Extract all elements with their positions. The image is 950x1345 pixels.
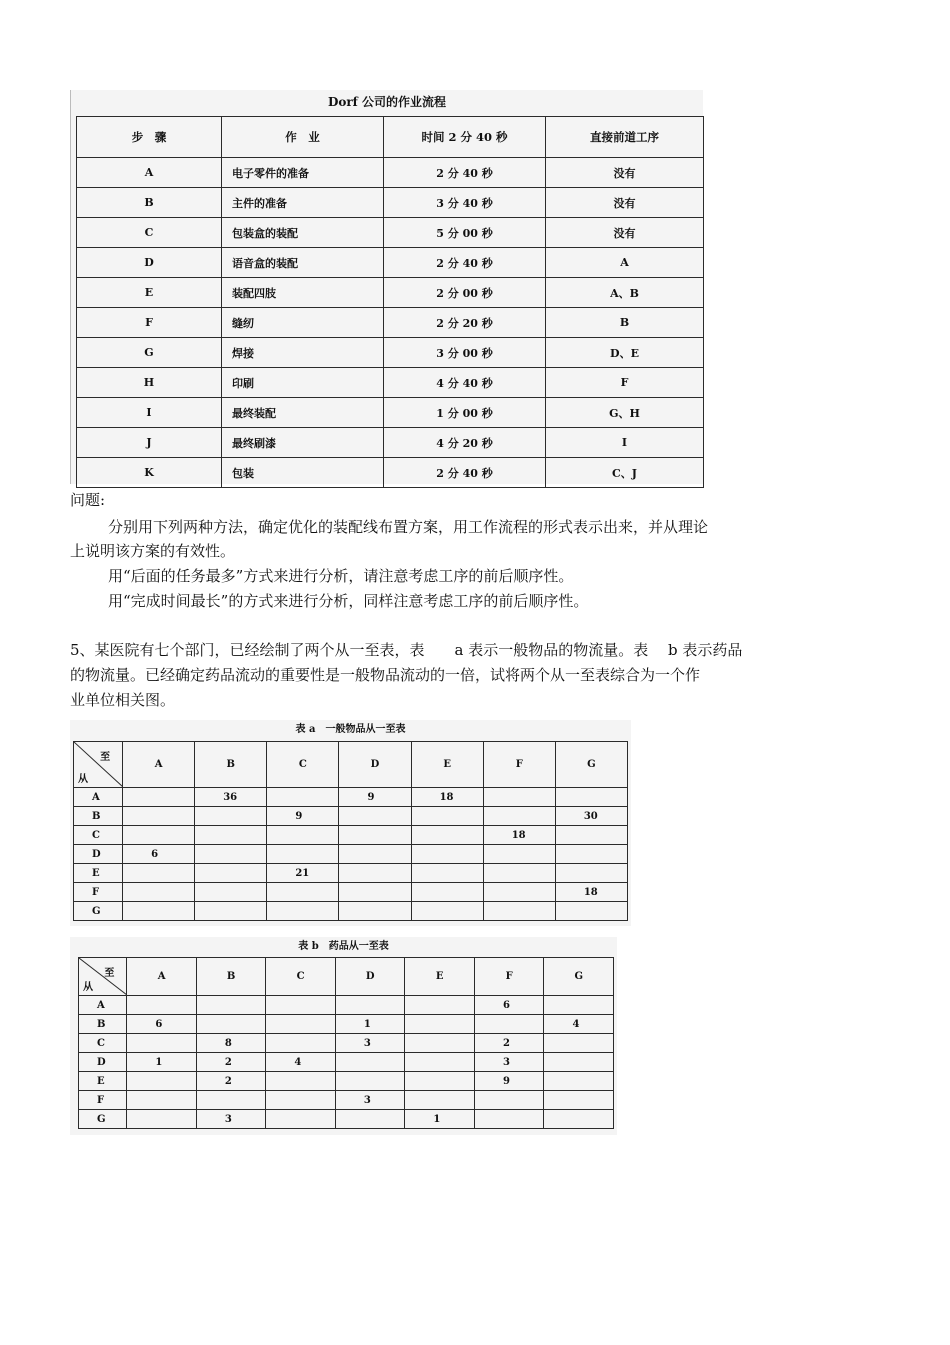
column-header: B [196,958,266,996]
operation-cell: 包装 [222,458,384,488]
flow-cell: 3 [474,1053,544,1072]
row-header: D [74,845,123,864]
table-b-title: 表 b 药品从一至表 [298,941,389,952]
flow-cell [544,996,614,1015]
flow-cell [555,826,627,845]
column-header-row [79,958,614,996]
flow-cell [266,1110,336,1129]
row-header: C [74,826,123,845]
predecessor-cell: B [546,308,704,338]
flow-cell [196,996,266,1015]
flow-cell [335,996,405,1015]
operation-cell: 最终装配 [222,398,384,428]
flow-cell [411,902,483,921]
method-longest-time: 用“完成时间最长”的方式来进行分析，同样注意考虑工序的前后顺序性。 [108,592,589,610]
dorf-table-grid [76,116,704,488]
flow-cell [411,826,483,845]
column-header: C [266,958,336,996]
header-operation: 作 业 [222,117,384,158]
table-b-grid [78,957,614,1129]
row-header: D [79,1053,127,1072]
dorf-process-table [70,90,703,484]
table-row [74,845,628,864]
flow-cell: 4 [544,1015,614,1034]
column-header: E [411,742,483,788]
flow-cell: 1 [127,1053,197,1072]
flow-cell [123,788,195,807]
flow-cell [405,1034,475,1053]
flow-cell [335,1110,405,1129]
step-cell: I [77,398,222,428]
from-to-table-b [70,937,617,1135]
flow-cell [483,902,555,921]
step-cell: K [77,458,222,488]
row-header: G [74,902,123,921]
flow-cell [483,883,555,902]
flow-cell [405,996,475,1015]
time-cell: 3 分 40 秒 [384,188,546,218]
corner-cell [74,742,123,788]
column-header: A [123,742,195,788]
operation-cell: 电子零件的准备 [222,158,384,188]
flow-cell [266,1015,336,1034]
flow-cell: 2 [196,1072,266,1091]
corner-from-label: 从 [83,982,93,993]
row-header: A [79,996,127,1015]
flow-cell: 2 [474,1034,544,1053]
predecessor-cell: 没有 [546,158,704,188]
predecessor-cell: 没有 [546,218,704,248]
table-row [79,1015,614,1034]
flow-cell [267,826,339,845]
dorf-table-title: Dorf 公司的作业流程 [327,95,447,109]
flow-cell [339,807,411,826]
time-cell: 4 分 20 秒 [384,428,546,458]
flow-cell [544,1072,614,1091]
flow-cell [195,845,267,864]
flow-cell: 21 [267,864,339,883]
dorf-table-row [77,428,704,458]
flow-cell: 18 [483,826,555,845]
operation-cell: 印刷 [222,368,384,398]
flow-cell: 1 [335,1015,405,1034]
flow-cell [195,864,267,883]
table-row [79,1072,614,1091]
row-header: F [79,1091,127,1110]
problem5-line3: 业单位相关图。 [70,691,176,709]
predecessor-cell: F [546,368,704,398]
flow-cell [123,807,195,826]
step-cell: D [77,248,222,278]
flow-cell: 6 [127,1015,197,1034]
flow-cell [195,807,267,826]
flow-cell [123,864,195,883]
row-header: E [74,864,123,883]
flow-cell: 6 [474,996,544,1015]
flow-cell: 9 [267,807,339,826]
flow-cell: 1 [405,1110,475,1129]
table-row [79,1110,614,1129]
time-cell: 1 分 00 秒 [384,398,546,428]
operation-cell: 焊接 [222,338,384,368]
flow-cell [544,1110,614,1129]
time-cell: 5 分 00 秒 [384,218,546,248]
column-header: B [195,742,267,788]
flow-cell: 8 [196,1034,266,1053]
dorf-table-header-row [77,117,704,158]
flow-cell [544,1053,614,1072]
predecessor-cell: A [546,248,704,278]
row-header: B [74,807,123,826]
flow-cell [267,883,339,902]
flow-cell [405,1091,475,1110]
table-row [74,826,628,845]
flow-cell: 2 [196,1053,266,1072]
time-cell: 3 分 00 秒 [384,338,546,368]
column-header: A [127,958,197,996]
flow-cell: 9 [339,788,411,807]
flow-cell [483,788,555,807]
predecessor-cell: D、E [546,338,704,368]
predecessor-cell: C、J [546,458,704,488]
flow-cell [555,864,627,883]
flow-cell: 4 [266,1053,336,1072]
dorf-table-row [77,158,704,188]
dorf-table-row [77,398,704,428]
flow-cell [411,883,483,902]
problem5-line1: 5、某医院有七个部门，已经绘制了两个从一至表，表 a 表示一般物品的物流量。表 b 表示药品 [70,641,743,659]
flow-cell [335,1072,405,1091]
flow-cell [335,1053,405,1072]
flow-cell [267,902,339,921]
flow-cell: 18 [555,883,627,902]
corner-to-label: 至 [100,752,111,763]
flow-cell [196,1091,266,1110]
flow-cell [195,826,267,845]
flow-cell: 9 [474,1072,544,1091]
operation-cell: 包装盒的装配 [222,218,384,248]
predecessor-cell: A、B [546,278,704,308]
flow-cell [411,845,483,864]
flow-cell [405,1072,475,1091]
flow-cell [266,1091,336,1110]
flow-cell [127,1034,197,1053]
corner-to-label: 至 [104,968,115,979]
flow-cell [127,1091,197,1110]
time-cell: 4 分 40 秒 [384,368,546,398]
question-paragraph-line1: 分别用下列两种方法，确定优化的装配线布置方案，用工作流程的形式表示出来，并从理论 [108,518,709,536]
flow-cell [339,864,411,883]
column-header: D [339,742,411,788]
flow-cell [555,788,627,807]
header-step: 步 骤 [77,117,222,158]
dorf-table-row [77,368,704,398]
step-cell: J [77,428,222,458]
flow-cell [266,996,336,1015]
problem5-line2: 的物流量。已经确定药品流动的重要性是一般物品流动的一倍，试将两个从一至表综合为一个作 [70,666,701,684]
flow-cell [483,864,555,883]
table-row [79,996,614,1015]
dorf-table-row [77,278,704,308]
step-cell: H [77,368,222,398]
flow-cell [339,883,411,902]
flow-cell [123,826,195,845]
flow-cell [266,1034,336,1053]
flow-cell [405,1053,475,1072]
table-row [79,1034,614,1053]
time-cell: 2 分 20 秒 [384,308,546,338]
dorf-table-row [77,338,704,368]
time-cell: 2 分 00 秒 [384,278,546,308]
table-row [79,1053,614,1072]
flow-cell [483,807,555,826]
flow-cell [195,902,267,921]
flow-cell: 3 [196,1110,266,1129]
table-row [74,788,628,807]
predecessor-cell: G、H [546,398,704,428]
table-row [74,864,628,883]
predecessor-cell: 没有 [546,188,704,218]
flow-cell [555,845,627,864]
header-predecessor: 直接前道工序 [546,117,704,158]
flow-cell [267,845,339,864]
flow-cell [123,883,195,902]
column-header: D [335,958,405,996]
flow-cell [411,864,483,883]
operation-cell: 装配四肢 [222,278,384,308]
column-header: F [474,958,544,996]
flow-cell: 36 [195,788,267,807]
question-heading: 问题: [70,491,106,509]
table-a-grid [73,741,628,921]
time-cell: 2 分 40 秒 [384,248,546,278]
flow-cell [267,788,339,807]
predecessor-cell: I [546,428,704,458]
step-cell: G [77,338,222,368]
column-header: C [267,742,339,788]
time-cell: 2 分 40 秒 [384,458,546,488]
column-header: G [555,742,627,788]
flow-cell: 6 [123,845,195,864]
step-cell: F [77,308,222,338]
table-a-title: 表 a 一般物品从一至表 [295,724,406,735]
flow-cell: 18 [411,788,483,807]
step-cell: E [77,278,222,308]
flow-cell: 30 [555,807,627,826]
flow-cell: 3 [335,1034,405,1053]
table-row [74,902,628,921]
flow-cell [483,845,555,864]
operation-cell: 主件的准备 [222,188,384,218]
column-header: G [544,958,614,996]
flow-cell [544,1034,614,1053]
method-most-followers: 用“后面的任务最多”方式来进行分析，请注意考虑工序的前后顺序性。 [108,567,574,585]
flow-cell [123,902,195,921]
dorf-table-row [77,218,704,248]
flow-cell [127,996,197,1015]
flow-cell [195,883,267,902]
flow-cell [411,807,483,826]
flow-cell [405,1015,475,1034]
corner-cell [79,958,127,996]
time-cell: 2 分 40 秒 [384,158,546,188]
flow-cell [544,1091,614,1110]
operation-cell: 最终刷漆 [222,428,384,458]
row-header: C [79,1034,127,1053]
flow-cell [555,902,627,921]
flow-cell [339,826,411,845]
dorf-table-row [77,248,704,278]
row-header: F [74,883,123,902]
dorf-table-row [77,188,704,218]
row-header: B [79,1015,127,1034]
column-header: F [483,742,555,788]
dorf-table-row [77,308,704,338]
question-paragraph-line2: 上说明该方案的有效性。 [70,542,236,560]
step-cell: C [77,218,222,248]
header-time: 时间 2 分 40 秒 [384,117,546,158]
operation-cell: 缝纫 [222,308,384,338]
table-row [79,1091,614,1110]
step-cell: B [77,188,222,218]
flow-cell [127,1110,197,1129]
flow-cell [196,1015,266,1034]
flow-cell [266,1072,336,1091]
flow-cell [474,1110,544,1129]
flow-cell [127,1072,197,1091]
corner-from-label: 从 [78,774,88,785]
column-header: E [405,958,475,996]
flow-cell [474,1015,544,1034]
row-header: G [79,1110,127,1129]
flow-cell [339,845,411,864]
flow-cell [339,902,411,921]
row-header: A [74,788,123,807]
dorf-table-row [77,458,704,488]
table-row [74,807,628,826]
column-header-row [74,742,628,788]
operation-cell: 语音盒的装配 [222,248,384,278]
row-header: E [79,1072,127,1091]
table-row [74,883,628,902]
step-cell: A [77,158,222,188]
from-to-table-a [70,720,631,926]
flow-cell: 3 [335,1091,405,1110]
flow-cell [474,1091,544,1110]
